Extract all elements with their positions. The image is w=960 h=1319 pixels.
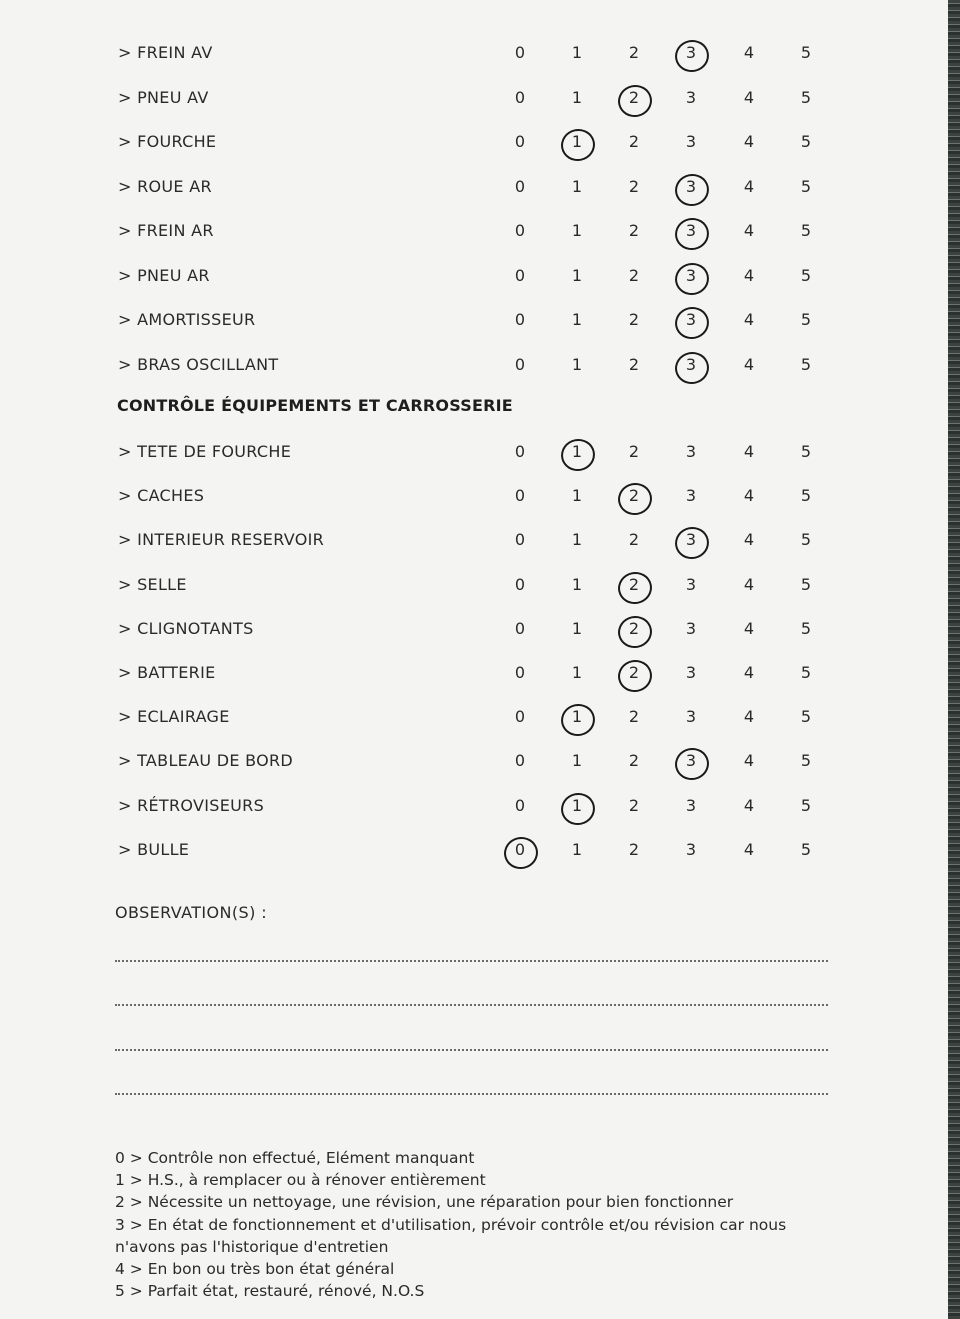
score-option-4[interactable]: 4 bbox=[743, 176, 755, 196]
row-label: > BULLE bbox=[118, 839, 190, 859]
checklist-row bbox=[0, 171, 948, 201]
score-option-5[interactable]: 5 bbox=[800, 132, 812, 151]
score-option-1[interactable]: 1 bbox=[571, 839, 583, 859]
score-option-5[interactable]: 5 bbox=[800, 310, 812, 329]
score-option-2[interactable]: 2 bbox=[628, 839, 640, 859]
row-label: > TABLEAU DE BORD bbox=[118, 751, 294, 771]
observation-line[interactable] bbox=[115, 960, 828, 962]
score-option-2[interactable]: 2 bbox=[628, 751, 640, 771]
score-option-0[interactable]: 0 bbox=[514, 221, 526, 240]
score-option-0[interactable]: 0 bbox=[514, 132, 526, 151]
selected-circle bbox=[672, 259, 712, 297]
selected-circle bbox=[501, 834, 541, 872]
row-label: > FOURCHE bbox=[118, 132, 217, 151]
selected-circle bbox=[615, 480, 655, 518]
checklist-row bbox=[0, 657, 948, 687]
score-option-2[interactable]: 2 bbox=[628, 132, 640, 151]
score-option-0[interactable]: 0 bbox=[514, 265, 526, 285]
checklist-row bbox=[0, 524, 948, 554]
score-option-1[interactable]: 1 bbox=[571, 265, 583, 285]
checklist-row bbox=[0, 834, 948, 864]
score-option-3[interactable]: 3 bbox=[685, 442, 697, 461]
checklist-row bbox=[0, 304, 948, 334]
score-option-1[interactable]: 1 bbox=[571, 618, 583, 638]
score-option-4[interactable]: 4 bbox=[743, 839, 755, 859]
score-option-2[interactable]: 2 bbox=[628, 310, 640, 329]
score-option-2[interactable]: 2 bbox=[628, 442, 640, 461]
score-option-3[interactable]: 3 bbox=[685, 839, 697, 859]
score-option-1[interactable]: 1 bbox=[571, 354, 583, 374]
selected-circle bbox=[672, 304, 712, 342]
score-option-2[interactable]: 2 bbox=[628, 176, 640, 196]
score-option-0[interactable]: 0 bbox=[514, 574, 526, 594]
score-option-2[interactable]: 2 bbox=[628, 221, 640, 240]
score-option-3[interactable]: 3 bbox=[685, 132, 697, 151]
score-option-5[interactable]: 5 bbox=[800, 751, 812, 771]
score-option-4[interactable]: 4 bbox=[743, 310, 755, 329]
score-option-0[interactable]: 0 bbox=[514, 663, 526, 682]
row-label: > BATTERIE bbox=[118, 663, 216, 682]
score-option-0[interactable]: 0 bbox=[514, 87, 526, 107]
checklist-row bbox=[0, 126, 948, 156]
score-option-0[interactable]: 0 bbox=[514, 486, 526, 506]
score-option-5[interactable]: 5 bbox=[800, 87, 812, 107]
score-option-1[interactable]: 1 bbox=[562, 442, 592, 461]
selected-circle bbox=[558, 789, 598, 827]
checklist-row bbox=[0, 745, 948, 775]
score-option-4[interactable]: 4 bbox=[743, 530, 755, 550]
score-option-1[interactable]: 1 bbox=[571, 663, 583, 682]
score-option-0[interactable]: 0 bbox=[514, 530, 526, 550]
legend-item: 0 > Contrôle non effectué, Elément manquant bbox=[115, 1149, 475, 1167]
checklist-row bbox=[0, 569, 948, 599]
score-option-0[interactable]: 0 bbox=[514, 707, 526, 727]
score-option-1[interactable]: 1 bbox=[571, 574, 583, 594]
row-label: > RÉTROVISEURS bbox=[118, 795, 265, 815]
legend-item: 2 > Nécessite un nettoyage, une révision, une réparation pour bien fonctionner bbox=[115, 1193, 734, 1212]
selected-circle bbox=[558, 126, 598, 164]
score-option-3[interactable]: 3 bbox=[676, 530, 706, 549]
score-option-0[interactable]: 0 bbox=[514, 618, 526, 638]
score-option-5[interactable]: 5 bbox=[800, 486, 812, 506]
legend-item: 5 > Parfait état, restauré, rénové, N.O.S bbox=[115, 1282, 425, 1301]
legend-item: 1 > H.S., à remplacer ou à rénover entièrement bbox=[115, 1171, 486, 1190]
score-option-1[interactable]: 1 bbox=[571, 486, 583, 506]
score-option-5[interactable]: 5 bbox=[800, 354, 812, 374]
score-option-5[interactable]: 5 bbox=[800, 176, 812, 196]
selected-circle bbox=[672, 348, 712, 386]
score-option-4[interactable]: 4 bbox=[743, 354, 755, 374]
score-option-0[interactable]: 0 bbox=[514, 354, 526, 374]
selected-circle bbox=[558, 701, 598, 739]
score-option-0[interactable]: 0 bbox=[514, 43, 526, 62]
score-option-5[interactable]: 5 bbox=[800, 707, 812, 727]
score-option-4[interactable]: 4 bbox=[743, 663, 755, 682]
checklist-row bbox=[0, 613, 948, 643]
score-option-4[interactable]: 4 bbox=[743, 707, 755, 727]
checklist-row bbox=[0, 436, 948, 466]
selected-circle bbox=[615, 568, 655, 606]
score-option-1[interactable]: 1 bbox=[562, 707, 592, 726]
score-option-5[interactable]: 5 bbox=[800, 442, 812, 461]
score-option-2[interactable]: 2 bbox=[628, 530, 640, 550]
selected-circle bbox=[672, 37, 712, 75]
selected-circle bbox=[615, 81, 655, 119]
score-option-4[interactable]: 4 bbox=[743, 618, 755, 638]
score-option-0[interactable]: 0 bbox=[514, 442, 526, 461]
score-option-4[interactable]: 4 bbox=[743, 132, 755, 151]
row-label: > ROUE AR bbox=[118, 176, 212, 196]
score-option-2[interactable]: 2 bbox=[628, 43, 640, 62]
legend-item: 3 > En état de fonctionnement et d'utilisation, prévoir contrôle et/ou révision car nous n'avons pas l'historique d'entretien bbox=[115, 1215, 787, 1256]
score-option-2[interactable]: 2 bbox=[619, 575, 649, 594]
score-option-4[interactable]: 4 bbox=[743, 795, 755, 815]
score-option-5[interactable]: 5 bbox=[800, 530, 812, 550]
row-label: > CLIGNOTANTS bbox=[118, 618, 254, 638]
score-option-1[interactable]: 1 bbox=[562, 796, 592, 815]
score-option-4[interactable]: 4 bbox=[743, 486, 755, 506]
observation-line[interactable] bbox=[115, 1093, 828, 1095]
row-label: > PNEU AR bbox=[118, 265, 210, 285]
score-option-2[interactable]: 2 bbox=[628, 354, 640, 374]
row-label: > TETE DE FOURCHE bbox=[118, 442, 292, 461]
score-option-4[interactable]: 4 bbox=[743, 43, 755, 62]
observation-line[interactable] bbox=[115, 1049, 828, 1051]
score-option-2[interactable]: 2 bbox=[619, 88, 649, 107]
score-option-3[interactable]: 3 bbox=[685, 486, 697, 506]
score-option-2[interactable]: 2 bbox=[628, 265, 640, 285]
selected-circle bbox=[672, 524, 712, 562]
selected-circle bbox=[558, 436, 598, 474]
checklist-row bbox=[0, 480, 948, 510]
score-option-2[interactable]: 2 bbox=[619, 619, 649, 638]
score-option-5[interactable]: 5 bbox=[800, 618, 812, 638]
observations-title: OBSERVATION(S) : bbox=[115, 903, 267, 922]
checklist-row bbox=[0, 215, 948, 245]
selected-circle bbox=[672, 215, 712, 253]
score-option-0[interactable]: 0 bbox=[514, 751, 526, 771]
row-label: > AMORTISSEUR bbox=[118, 310, 256, 329]
score-option-1[interactable]: 1 bbox=[562, 132, 592, 151]
score-option-3[interactable]: 3 bbox=[685, 707, 697, 727]
score-option-1[interactable]: 1 bbox=[571, 87, 583, 107]
score-option-4[interactable]: 4 bbox=[743, 751, 755, 771]
score-option-0[interactable]: 0 bbox=[514, 795, 526, 815]
legend-item: 4 > En bon ou très bon état général bbox=[115, 1260, 395, 1279]
score-option-1[interactable]: 1 bbox=[571, 43, 583, 62]
score-option-4[interactable]: 4 bbox=[743, 265, 755, 285]
checklist-row bbox=[0, 82, 948, 112]
score-option-5[interactable]: 5 bbox=[800, 795, 812, 815]
score-option-3[interactable]: 3 bbox=[685, 795, 697, 815]
score-option-3[interactable]: 3 bbox=[676, 266, 706, 285]
score-option-3[interactable]: 3 bbox=[676, 177, 706, 196]
row-label: > PNEU AV bbox=[118, 87, 209, 107]
score-option-5[interactable]: 5 bbox=[800, 43, 812, 62]
observation-line[interactable] bbox=[115, 1004, 828, 1006]
score-option-1[interactable]: 1 bbox=[571, 221, 583, 240]
checklist-row bbox=[0, 260, 948, 290]
row-label: > ECLAIRAGE bbox=[118, 707, 230, 727]
score-option-4[interactable]: 4 bbox=[743, 221, 755, 240]
score-option-4[interactable]: 4 bbox=[743, 87, 755, 107]
score-option-3[interactable]: 3 bbox=[685, 87, 697, 107]
score-option-1[interactable]: 1 bbox=[571, 176, 583, 196]
binder-edge bbox=[948, 0, 960, 1319]
score-option-0[interactable]: 0 bbox=[514, 310, 526, 329]
score-option-3[interactable]: 3 bbox=[676, 43, 706, 62]
score-option-2[interactable]: 2 bbox=[628, 707, 640, 727]
row-label: > BRAS OSCILLANT bbox=[118, 354, 279, 374]
row-label: > FREIN AR bbox=[118, 221, 214, 240]
score-option-5[interactable]: 5 bbox=[800, 839, 812, 859]
selected-circle bbox=[615, 657, 655, 695]
score-option-4[interactable]: 4 bbox=[743, 574, 755, 594]
score-option-4[interactable]: 4 bbox=[743, 442, 755, 461]
score-option-2[interactable]: 2 bbox=[619, 663, 649, 682]
selected-circle bbox=[672, 745, 712, 783]
checklist-row bbox=[0, 349, 948, 379]
row-label: > FREIN AV bbox=[118, 43, 213, 62]
score-option-1[interactable]: 1 bbox=[571, 310, 583, 329]
score-option-0[interactable]: 0 bbox=[514, 176, 526, 196]
score-option-5[interactable]: 5 bbox=[800, 663, 812, 682]
score-option-2[interactable]: 2 bbox=[628, 795, 640, 815]
score-option-3[interactable]: 3 bbox=[676, 355, 706, 374]
row-label: > SELLE bbox=[118, 574, 187, 594]
checklist-row bbox=[0, 37, 948, 67]
selected-circle bbox=[615, 613, 655, 651]
checklist-row bbox=[0, 790, 948, 820]
score-option-5[interactable]: 5 bbox=[800, 221, 812, 240]
score-option-3[interactable]: 3 bbox=[685, 574, 697, 594]
score-option-0[interactable]: 0 bbox=[505, 840, 535, 859]
score-option-5[interactable]: 5 bbox=[800, 265, 812, 285]
score-option-3[interactable]: 3 bbox=[676, 310, 706, 329]
checklist-row bbox=[0, 701, 948, 731]
score-option-1[interactable]: 1 bbox=[571, 530, 583, 550]
row-label: > INTERIEUR RESERVOIR bbox=[118, 530, 325, 550]
rating-legend bbox=[115, 1147, 835, 1302]
section-title: CONTRÔLE ÉQUIPEMENTS ET CARROSSERIE bbox=[117, 396, 513, 415]
score-option-5[interactable]: 5 bbox=[800, 574, 812, 594]
score-option-2[interactable]: 2 bbox=[619, 486, 649, 505]
row-label: > CACHES bbox=[118, 486, 205, 506]
score-option-3[interactable]: 3 bbox=[685, 663, 697, 682]
score-option-3[interactable]: 3 bbox=[676, 751, 706, 770]
selected-circle bbox=[672, 170, 712, 208]
score-option-1[interactable]: 1 bbox=[571, 751, 583, 771]
score-option-3[interactable]: 3 bbox=[685, 618, 697, 638]
score-option-3[interactable]: 3 bbox=[676, 221, 706, 240]
